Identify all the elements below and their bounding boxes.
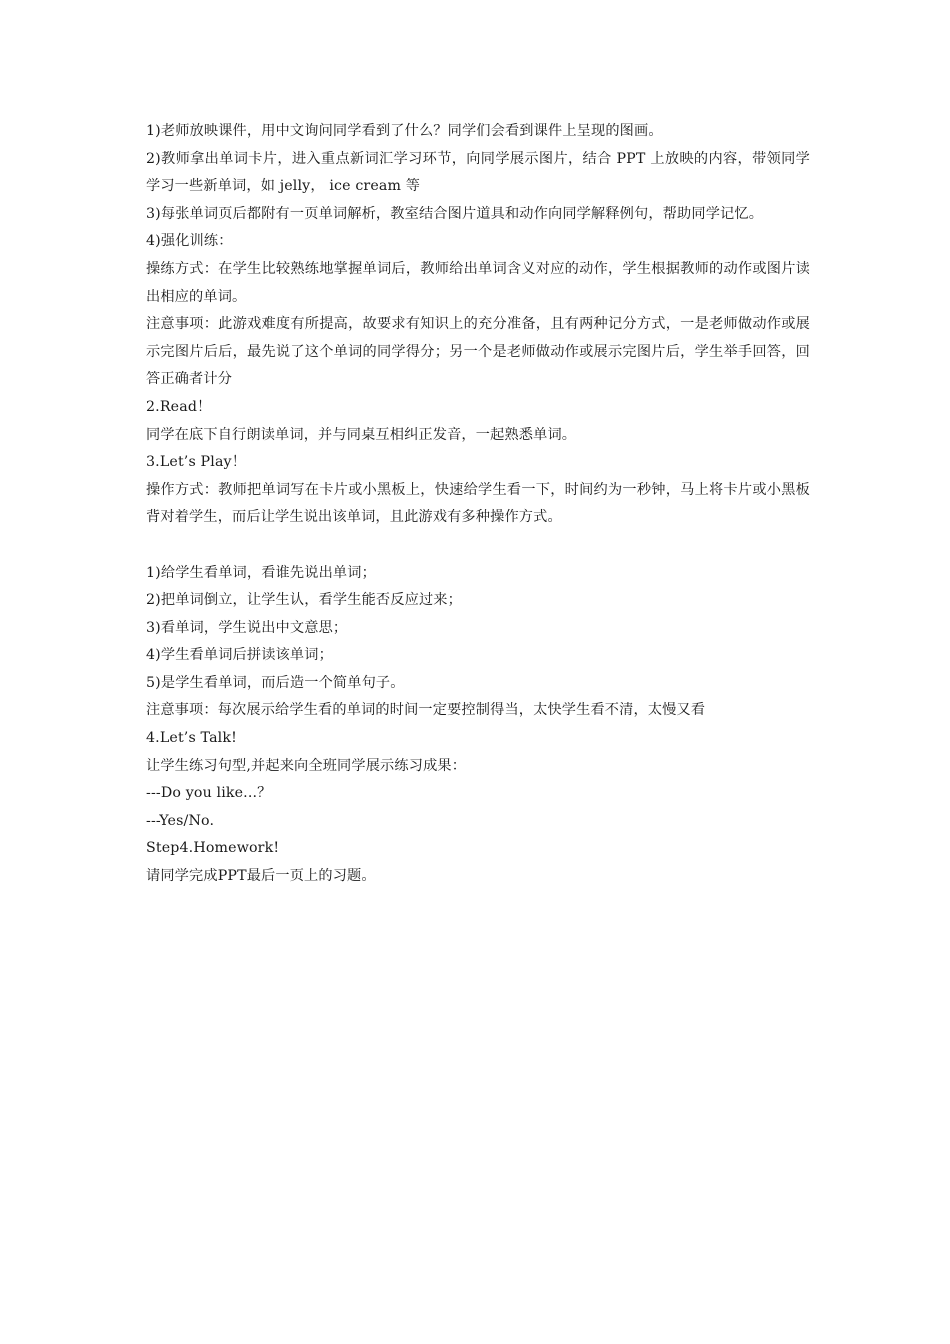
section-heading: 4.Let’s Talk! [146, 730, 237, 747]
paragraph-line: 同学在底下自行朗读单词，并与同桌互相纠正发音，一起熟悉单词。 [146, 426, 577, 443]
paragraph-line: 3)每张单词页后都附有一页单词解析，教室结合图片道具和动作向同学解释例句，帮助同学记忆。 [146, 205, 764, 222]
list-item: 3)看单词，学生说出中文意思； [146, 619, 348, 636]
paragraph-line: 让学生练习句型,并起来向全班同学展示练习成果： [146, 757, 467, 774]
paragraph-line: 注意事项：此游戏难度有所提高，故要求有知识上的充分准备，且有两种记分方式，一是老师做动作或展示完图片后后，最先说了这个单词的同学得分；另一个是老师做动作或展示完图片后，学生举手回答，回答正确者计分 [146, 316, 810, 388]
list-item: 5)是学生看单词，而后造一个简单句子。 [146, 674, 405, 691]
list-item: 1)给学生看单词，看谁先说出单词； [146, 564, 376, 581]
section-heading: Step4.Homework! [146, 840, 280, 857]
section-heading: 2.Read！ [146, 398, 212, 415]
dialogue-line: ---Do you like...？ [146, 785, 272, 802]
document-body [146, 118, 810, 891]
paragraph-line: 4)强化训练： [146, 233, 233, 250]
paragraph-line: 2)教师拿出单词卡片，进入重点新词汇学习环节，向同学展示图片，结合 PPT 上放映的内容，带领同学学习一些新单词，如 jelly， ice cream 等 [146, 150, 810, 195]
paragraph-line: 1)老师放映课件，用中文询问同学看到了什么？同学们会看到课件上呈现的图画。 [146, 123, 663, 139]
list-item: 4)学生看单词后拼读该单词； [146, 647, 333, 664]
paragraph-line: 注意事项：每次展示给学生看的单词的时间一定要控制得当，太快学生看不清，太慢又看 [146, 702, 706, 719]
list-item: 2)把单词倒立，让学生认，看学生能否反应过来； [146, 592, 462, 609]
paragraph-line: 操作方式：教师把单词写在卡片或小黑板上，快速给学生看一下，时间约为一秒钟，马上将卡片或小黑板背对着学生，而后让学生说出该单词，且此游戏有多种操作方式。 [146, 481, 810, 526]
section-heading: 3.Let’s Play！ [146, 454, 247, 471]
blank-line [146, 532, 810, 560]
paragraph-line: 操练方式：在学生比较熟练地掌握单词后，教师给出单词含义对应的动作，学生根据教师的动作或图片读出相应的单词。 [146, 260, 810, 305]
paragraph-line: 请同学完成PPT最后一页上的习题。 [146, 868, 376, 885]
dialogue-line: ---Yes/No. [146, 812, 215, 829]
